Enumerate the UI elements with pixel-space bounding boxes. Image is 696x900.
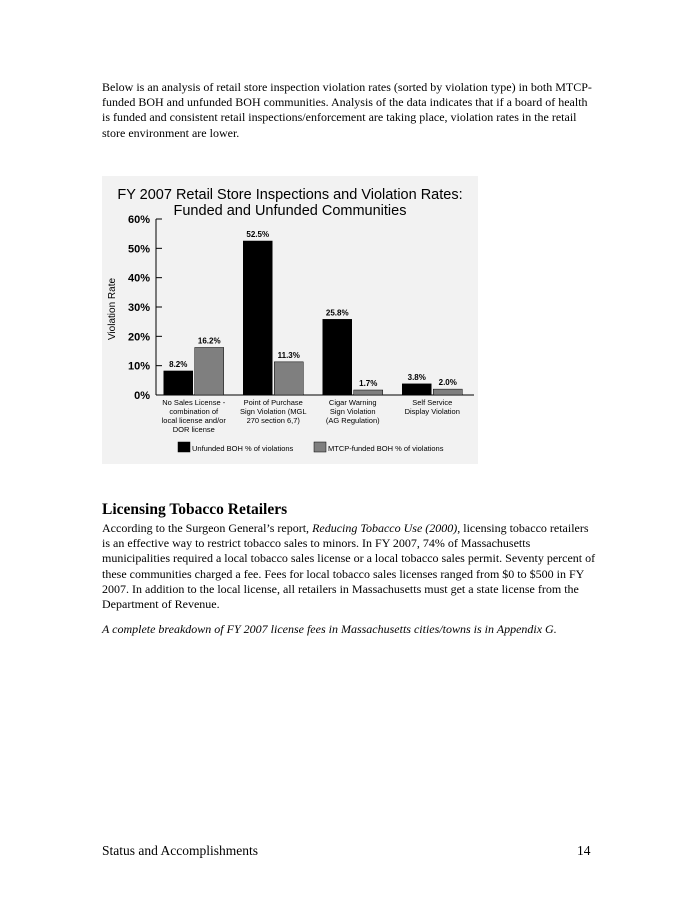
bar-unfunded: [164, 371, 193, 395]
x-category-label: DOR license: [172, 425, 215, 434]
y-tick-label: 50%: [127, 243, 150, 256]
bar-funded: [433, 389, 462, 395]
legend-swatch: [314, 442, 326, 452]
bar-value-label: 2.0%: [438, 378, 457, 388]
x-category-label: Cigar Warning: [328, 398, 377, 407]
x-category-label: Self Service: [412, 398, 453, 407]
chart-svg: [102, 176, 478, 464]
section-paragraph: [102, 521, 596, 612]
bar-unfunded: [402, 384, 431, 395]
y-tick-label: 0%: [134, 390, 150, 402]
page-number: 14: [577, 843, 591, 858]
bar-unfunded: [323, 319, 352, 395]
y-tick-label: 40%: [127, 272, 150, 285]
section-heading: Licensing Tobacco Retailers: [102, 501, 288, 518]
bar-value-label: 3.8%: [407, 372, 426, 382]
bar-funded: [195, 347, 224, 395]
y-axis-label: Violation Rate: [107, 277, 118, 341]
legend-label: MTCP-funded BOH % of violations: [328, 444, 444, 453]
chart-title: FY 2007 Retail Store Inspections and Violation Rates:: [117, 187, 463, 203]
x-category-label: combination of: [169, 407, 219, 416]
bar-value-label: 16.2%: [197, 336, 221, 346]
intro-paragraph: Below is an analysis of retail store inspection violation rates (sorted by violation type) in both MTCP-funded BOH and unfunded BOH communities. Analysis of the data indicates that if a board of health is funded and consistent retail inspections/enforcement are taking place, violation rates in the retail store environment are lower.: [102, 80, 592, 140]
x-category-label: (AG Regulation): [325, 416, 380, 425]
appendix-note: A complete breakdown of FY 2007 license fees in Massachusetts cities/towns is in Appendix G.: [102, 622, 557, 636]
bar-value-label: 11.3%: [277, 350, 300, 360]
bar-value-label: 8.2%: [169, 359, 188, 369]
x-category-label: 270 section 6,7): [246, 416, 300, 425]
x-category-label: local license and/or: [161, 416, 226, 425]
bar-value-label: 25.8%: [325, 308, 349, 318]
y-tick-label: 10%: [127, 360, 150, 373]
bar-funded: [274, 362, 303, 395]
y-tick-label: 30%: [127, 302, 150, 314]
y-tick-label: 60%: [127, 214, 150, 226]
bar-value-label: 1.7%: [359, 379, 378, 389]
y-tick-label: 20%: [127, 331, 150, 344]
legend-label: Unfunded BOH % of violations: [192, 444, 294, 453]
paragraph-text-start: According to the Surgeon General’s report,: [102, 521, 313, 535]
chart-subtitle: Funded and Unfunded Communities: [173, 203, 407, 219]
x-category-label: Sign Violation (MGL: [239, 407, 307, 416]
x-category-label: No Sales License -: [162, 398, 226, 407]
x-category-label: Sign Violation: [329, 407, 376, 416]
footer-section-title: Status and Accomplishments: [102, 843, 258, 858]
plot-area: [128, 214, 474, 453]
legend-swatch: [178, 442, 190, 452]
bar-value-label: 52.5%: [246, 230, 270, 239]
violation-rates-chart: [102, 176, 478, 464]
bar-funded: [354, 390, 383, 395]
paragraph-text-end: , licensing tobacco retailers is an effective way to restrict tobacco sales to minors. In FY 2007, 74% of Massachusetts municipalities required a local tobacco sales license or a local tobacco sales permit. Seventy percent of these communities charged a fee. Fees for local tobacco sales licenses ranged from $0 to $500 in FY 2007. In addition to the local license, all retailers in Massachusetts must get a state license from the Department of Revenue.: [102, 521, 596, 612]
report-title: Reducing Tobacco Use (2000): [312, 521, 458, 535]
x-category-label: Display Violation: [404, 407, 460, 416]
bar-unfunded: [243, 241, 272, 395]
x-category-label: Point of Purchase: [243, 398, 303, 407]
